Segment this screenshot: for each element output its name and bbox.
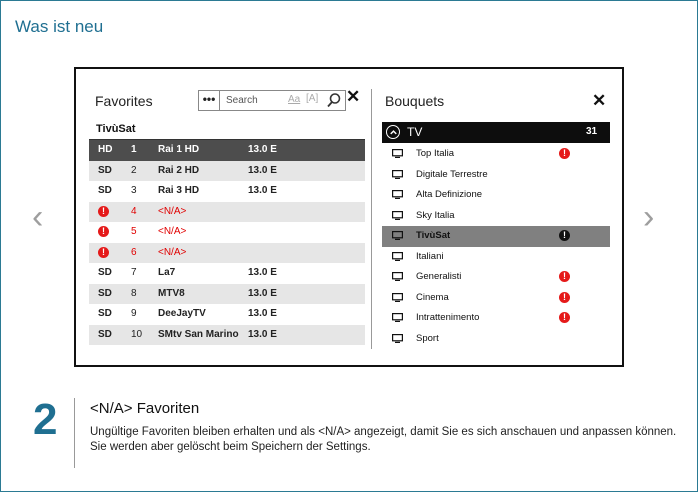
bouquet-label: Sport xyxy=(416,332,439,344)
tv-icon xyxy=(392,190,403,199)
channel-number: 10 xyxy=(131,328,143,340)
page-title: Was ist neu xyxy=(15,17,104,36)
channel-name: Rai 2 HD xyxy=(158,164,200,176)
channel-row[interactable] xyxy=(89,140,365,161)
whole-word-option[interactable]: [A] xyxy=(306,93,319,104)
bouquet-group-header[interactable] xyxy=(382,122,610,143)
search-icon[interactable] xyxy=(326,92,342,108)
channel-position: 13.0 E xyxy=(248,328,277,340)
tv-icon xyxy=(392,252,403,261)
channel-list xyxy=(89,139,365,345)
match-case-option[interactable]: Aa xyxy=(288,94,301,105)
previous-arrow-icon[interactable]: ‹ xyxy=(32,198,44,236)
error-icon: ! xyxy=(98,247,109,258)
channel-type: SD xyxy=(98,164,112,176)
channel-row[interactable] xyxy=(89,263,365,284)
channel-type: SD xyxy=(98,308,112,319)
step-number: 2 xyxy=(33,395,58,444)
channel-name: DeeJayTV xyxy=(158,308,206,319)
channel-position: 13.0 E xyxy=(248,308,277,319)
bouquet-item[interactable] xyxy=(382,247,610,268)
bouquet-item[interactable] xyxy=(382,206,610,227)
channel-position: 13.0 E xyxy=(248,287,277,299)
channel-type: SD xyxy=(98,267,112,278)
channel-row[interactable] xyxy=(89,243,365,264)
tv-icon xyxy=(392,231,403,240)
bouquet-item[interactable] xyxy=(382,329,610,350)
step-title: <N/A> Favoriten xyxy=(90,400,200,417)
error-icon: ! xyxy=(559,148,570,159)
bouquet-list xyxy=(382,144,610,349)
bouquet-item[interactable] xyxy=(382,144,610,165)
channel-name: Rai 3 HD xyxy=(158,185,200,196)
close-bouquets-button[interactable]: ✕ xyxy=(592,91,607,110)
channel-number: 1 xyxy=(131,144,137,155)
bouquet-label: Top Italia xyxy=(416,148,455,159)
bouquet-label: TivùSat xyxy=(416,230,451,241)
channel-row[interactable] xyxy=(89,222,365,243)
bouquet-item[interactable] xyxy=(382,267,610,288)
error-icon: ! xyxy=(559,292,570,303)
tv-icon xyxy=(392,211,403,220)
bouquet-item[interactable] xyxy=(382,185,610,206)
channel-number: 2 xyxy=(131,164,137,176)
search-input[interactable] xyxy=(226,93,286,108)
bouquet-item[interactable] xyxy=(382,226,610,247)
collapse-icon[interactable] xyxy=(386,125,400,139)
bouquets-title: Bouquets xyxy=(385,93,445,109)
channel-number: 7 xyxy=(131,267,137,278)
channel-position: 13.0 E xyxy=(248,185,277,196)
bouquet-group-label: TV xyxy=(407,125,423,139)
error-icon: ! xyxy=(559,230,570,241)
channel-type: HD xyxy=(98,144,113,155)
bouquet-label: Generalisti xyxy=(416,271,462,282)
channel-name: Rai 1 HD xyxy=(158,144,200,155)
bouquet-label: Digitale Terrestre xyxy=(416,168,488,180)
error-icon: ! xyxy=(98,206,109,217)
channel-row[interactable] xyxy=(89,284,365,305)
error-icon: ! xyxy=(559,271,570,282)
channel-name: La7 xyxy=(158,267,176,278)
channel-number: 8 xyxy=(131,287,137,299)
tv-icon xyxy=(392,293,403,302)
step-divider xyxy=(74,398,75,468)
tv-icon xyxy=(392,334,403,343)
channel-status xyxy=(98,247,109,258)
bouquet-item[interactable] xyxy=(382,288,610,309)
favorites-group-label: TivùSat xyxy=(96,123,136,135)
channel-row[interactable] xyxy=(89,304,365,325)
channel-name: MTV8 xyxy=(158,287,185,299)
channel-row[interactable] xyxy=(89,181,365,202)
bouquet-label: Alta Definizione xyxy=(416,189,483,200)
more-options-button[interactable]: ••• xyxy=(198,90,220,111)
tv-icon xyxy=(392,313,403,322)
bouquet-label: Italiani xyxy=(416,250,444,262)
bouquet-label: Sky Italia xyxy=(416,209,455,221)
channel-number: 6 xyxy=(131,246,137,258)
channel-name: <N/A> xyxy=(158,205,187,217)
search-box xyxy=(220,90,346,111)
favorites-title: Favorites xyxy=(95,93,153,109)
channel-row[interactable] xyxy=(89,161,365,182)
channel-row[interactable] xyxy=(89,202,365,223)
channel-type: SD xyxy=(98,185,112,196)
step-description: Ungültige Favoriten bleiben erhalten und als <N/A> angezeigt, damit Sie es sich anschauen und anpassen können. Sie werden aber gelöscht beim Speichern der Settings. xyxy=(90,426,677,453)
channel-name: SMtv San Marino xyxy=(158,328,239,340)
tv-icon xyxy=(392,149,403,158)
bouquet-group-count: 31 xyxy=(586,126,598,137)
error-icon: ! xyxy=(98,226,109,237)
channel-number: 9 xyxy=(131,308,137,319)
tv-icon xyxy=(392,272,403,281)
bouquet-label: Cinema xyxy=(416,291,449,303)
channel-name: <N/A> xyxy=(158,246,187,258)
channel-position: 13.0 E xyxy=(248,144,277,155)
channel-position: 13.0 E xyxy=(248,267,277,278)
channel-status xyxy=(98,206,109,217)
bouquet-item[interactable] xyxy=(382,308,610,329)
next-arrow-icon[interactable]: › xyxy=(643,198,655,236)
channel-number: 4 xyxy=(131,205,137,217)
close-favorites-button[interactable]: ✕ xyxy=(346,87,361,106)
channel-position: 13.0 E xyxy=(248,164,277,176)
screenshot-panel xyxy=(74,67,624,367)
channel-type: SD xyxy=(98,287,112,299)
panel-divider xyxy=(371,89,372,349)
channel-row[interactable] xyxy=(89,325,365,346)
error-icon: ! xyxy=(559,312,570,323)
bouquet-label: Intrattenimento xyxy=(416,312,480,323)
channel-type: SD xyxy=(98,328,112,340)
channel-status xyxy=(98,226,109,237)
channel-name: <N/A> xyxy=(158,226,187,237)
tv-icon xyxy=(392,170,403,179)
channel-number: 3 xyxy=(131,185,137,196)
bouquet-item[interactable] xyxy=(382,165,610,186)
channel-number: 5 xyxy=(131,226,137,237)
